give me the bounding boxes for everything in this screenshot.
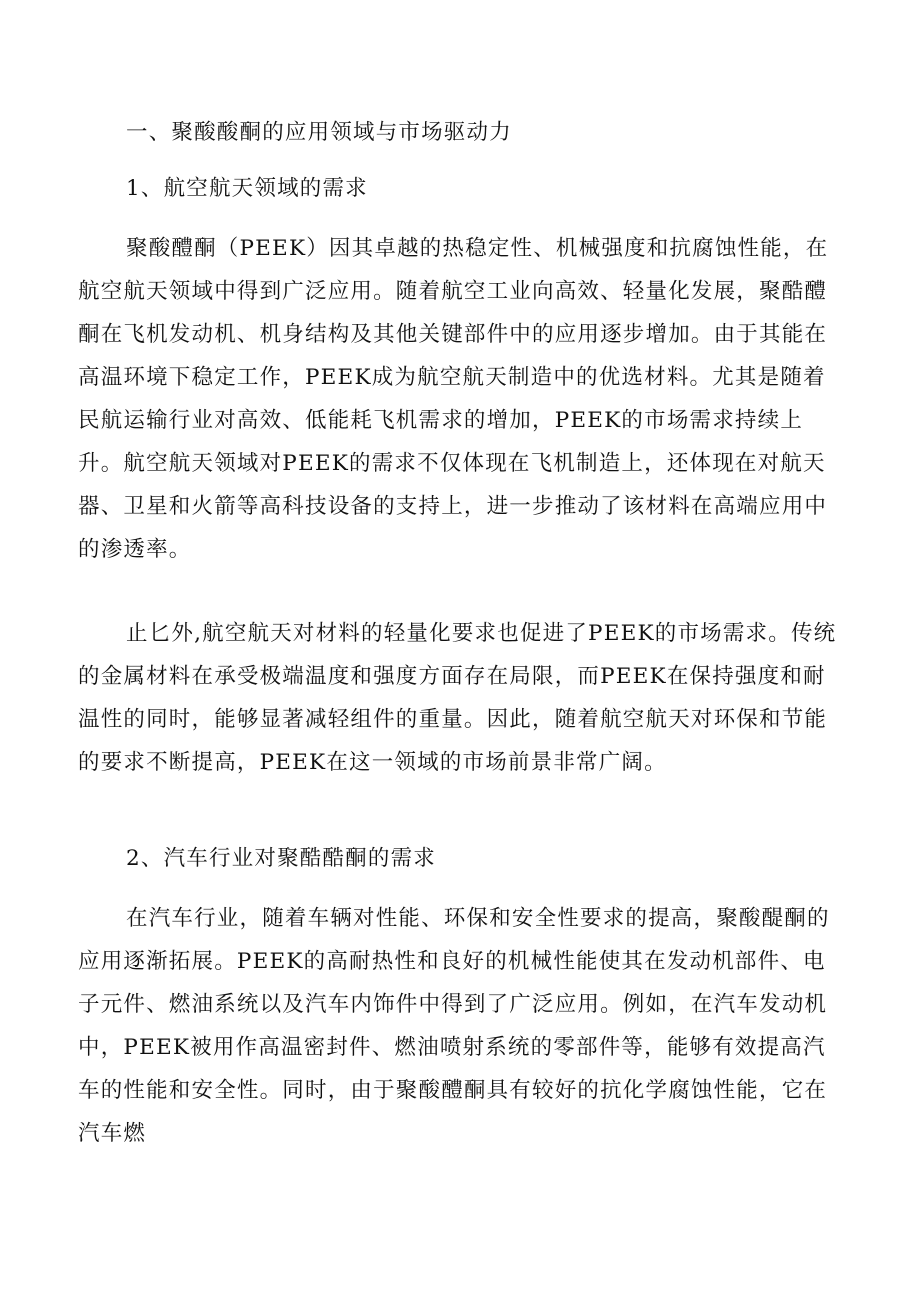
paragraph-aerospace-demand: 聚酸醴酮（PEEK）因其卓越的热稳定性、机械强度和抗腐蚀性能，在航空航天领域中得到广泛应用。随着航空工业向高效、轻量化发展，聚酷醴酮在飞机发动机、机身结构及其他关键部件中的应用逐步增加。由于其能在高温环境下稳定工作，PEEK成为航空航天制造中的优选材料。尤其是随着民航运输行业对高效、低能耗飞机需求的增加，PEEK的市场需求持续上升。航空航天领域对PEEK的需求不仅体现在飞机制造上，还体现在对航天器、卫星和火箭等高科技设备的支持上，进一步推动了该材料在高端应用中的渗透率。 [78, 236, 829, 562]
sub-heading-aerospace: 1、航空航天领域的需求 [126, 176, 368, 201]
paragraph-automotive-demand: 在汽车行业，随着车辆对性能、环保和安全性要求的提高，聚酸醍酮的应用逐渐拓展。PEEK的高耐热性和良好的机械性能使其在发动机部件、电子元件、燃油系统以及汽车内饰件中得到了广泛应用。例如，在汽车发动机中，PEEK被用作高温密封件、燃油喷射系统的零部件等，能够有效提高汽车的性能和安全性。同时，由于聚酸醴酮具有较好的抗化学腐蚀性能，它在汽车燃 [78, 906, 830, 1146]
paragraph-lightweight-demand: 止匕外,航空航天对材料的轻量化要求也促进了PEEK的市场需求。传统的金属材料在承受极端温度和强度方面存在局限，而PEEK在保持强度和耐温性的同时，能够显著减轻组件的重量。因此，随着航空航天对环保和节能的要求不断提高，PEEK在这一领域的市场前景非常广阔。 [78, 621, 837, 775]
section-heading: 一、聚酸酸酮的应用领域与市场驱动力 [126, 120, 512, 145]
sub-heading-automotive: 2、汽车行业对聚酷酷酮的需求 [126, 846, 436, 871]
